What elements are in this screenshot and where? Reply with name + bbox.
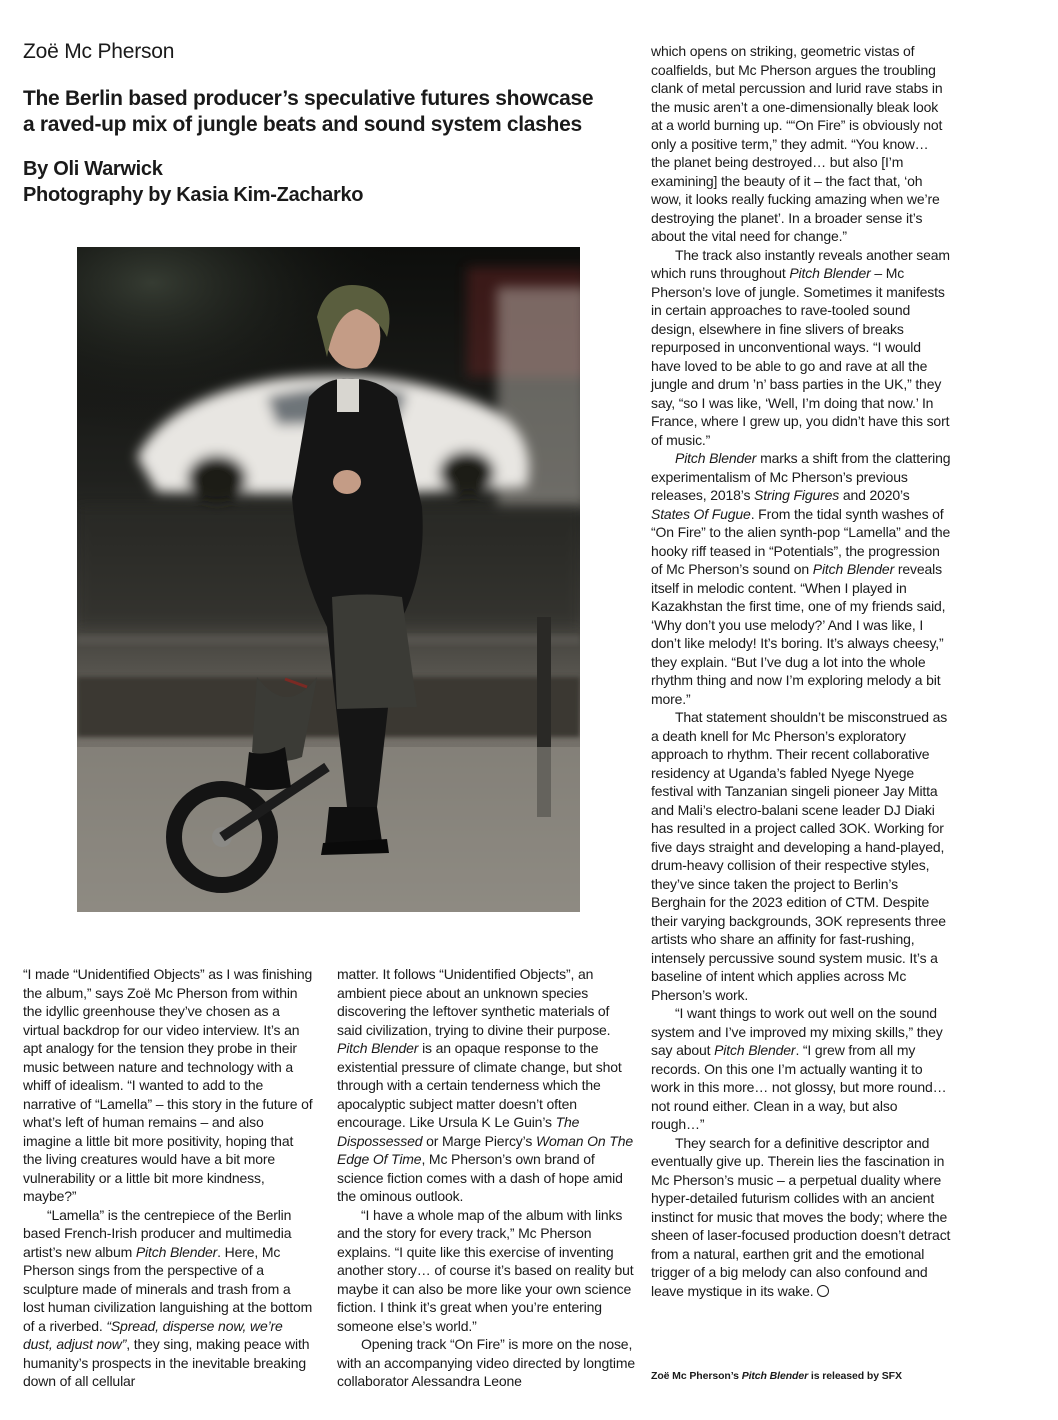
paragraph: Pitch Blender marks a shift from the clattering experimentalism of Mc Pherson’s previous releases, 2018’s String Figures and 2020’s States Of Fugue. From the tidal synth washes of “On Fire” to the alien synth-pop “Lamella” and the hooky riff teased in “Potentials”, the progression of Mc Pherson’s sound on Pitch Blender reveals itself in melodic content. “When I played in Kazakhstan the first time, one of my friends said, ‘Why don’t you use melody?’ And I was like, I don’t like melody! It’s boring. It’s always cheesy,” they explain. “But I’ve dug a lot into the whole rhythm thing and now I’m exploring melody a bit more.”: [651, 450, 951, 707]
release-title: String Figures: [754, 487, 840, 503]
paragraph: The track also instantly reveals another seam which runs throughout Pitch Blender – Mc Pherson’s love of jungle. Sometimes it manifests in certain approaches to rave-tooled sound design, elsewhere in fine slivers of breaks repurposed in unconventional ways. “I would have loved to be able to go and rave at all the jungle and drum ’n’ bass parties in the UK,” they say, “so I was like, ‘Well, I’m doing that now.’ In France, where I grew up, you didn’t have this sort of music.”: [651, 246, 950, 448]
paragraph: “Lamella” is the centrepiece of the Berlin based French-Irish producer and multimedia artist’s new album Pitch Blender. Here, Mc Pherson sings from the perspective of a sculpture made of minerals and trash from a lost human civilization languishing at the bottom of a riverbed. “Spread, disperse now, we’re dust, adjust now”, they sing, making peace with humanity’s prospects in the inevitable breaking down of all cellular: [23, 1206, 313, 1389]
paragraph: Opening track “On Fire” is more on the nose, with an accompanying video directed by longtime collaborator Alessandra Leone: [337, 1336, 636, 1389]
byline-author: By Oli Warwick: [23, 158, 163, 180]
release-credit: Zoë Mc Pherson’s Pitch Blender is released by SFX: [651, 1370, 902, 1382]
byline: [23, 156, 623, 208]
standfirst-line-1: The Berlin based producer’s speculative futures showcase: [23, 87, 594, 110]
paragraph: matter. It follows “Unidentified Objects”, an ambient piece about an unknown species discovering the leftover synthetic materials of said civilization, trying to divine their purpose. Pitch Blender is an opaque response to the existential pressure of climate change, but shot through with a certain tenderness which the apocalyptic subject matter doesn’t often encourage. Like Ursula K Le Guin’s The Dispossessed or Marge Piercy’s Woman On The Edge Of Time, Mc Pherson’s own brand of science fiction comes with a dash of hope amid the ominous outlook.: [337, 966, 633, 1204]
album-title: Pitch Blender: [675, 450, 757, 466]
album-title: Pitch Blender: [337, 1040, 419, 1056]
paragraph: “I made “Unidentified Objects” as I was finishing the album,” says Zoë Mc Pherson from within the idyllic greenhouse they’ve chosen as a virtual backdrop for our video interview. It’s an apt analogy for the tension they probe in their music between nature and technology with a whiff of idealism. “I wanted to add to the narrative of “Lamella” – this story in the future of what’s left of human remains – and also imagine a little bit more positivity, hoping that the living creatures would have a bit more vulnerability or a little bit more kindness, maybe?”: [23, 966, 313, 1204]
book-title: The Dispossessed: [337, 1114, 580, 1149]
paragraph: which opens on striking, geometric vistas of coalfields, but Mc Pherson argues the troubling clank of metal percussion and lurid rave stabs in the music aren’t a one-dimensionally bleak look at a world burning up. ““On Fire” is obviously not only a positive term,” they admit. “You know… the planet being destroyed… but also [I’m examining] the beauty of it – the fact that, ‘oh wow, it looks really fucking amazing when we’re destroying the planet’. In a broader sense it’s about the vital need for change.”: [651, 43, 943, 244]
release-title: States Of Fugue: [651, 505, 751, 522]
article-header: [23, 40, 623, 208]
album-title: Pitch Blender: [741, 1370, 809, 1382]
book-title: Woman On The Edge Of Time: [337, 1132, 633, 1167]
artist-name: Zoë Mc Pherson: [23, 40, 175, 63]
album-title: Pitch Blender: [135, 1243, 218, 1260]
portrait-illustration: [77, 247, 580, 912]
portrait-photo: [77, 247, 580, 912]
album-title: Pitch Blender: [714, 1042, 796, 1058]
paragraph: “I want things to work out well on the sound system and I’ve improved my mixing skills,” they say about Pitch Blender. “I grew from all my records. On this one I’m actually wanting it to work in this more… not glossy, but more round… not round either. Clean in a way, but also rough…”: [651, 1005, 947, 1132]
standfirst: [23, 86, 623, 138]
album-title: Pitch Blender: [789, 265, 871, 281]
end-mark-icon: [817, 1285, 829, 1297]
album-title: Pitch Blender: [812, 561, 895, 577]
byline-photographer: Photography by Kasia Kim-Zacharko: [23, 184, 364, 206]
body-column-1: [23, 965, 315, 1391]
body-column-3: [651, 42, 951, 1300]
paragraph: That statement shouldn’t be misconstrued as a death knell for Mc Pherson’s exploratory approach to rhythm. Their recent collaborative residency at Uganda’s fabled Nyege Nyege festival with Tanzanian singeli pioneer Jay Mitta and Mali’s electro-balani scene leader DJ Diaki has resulted in a project called 3OK. Working for five days straight and developing a hand-played, drum-heavy collision of their respective styles, they’ve since taken the project to Berlin’s Berghain for the 2023 edition of CTM. Despite their varying backgrounds, 3OK represents three artists who share an affinity for fast-rushing, intensely percussive sound system music. It’s a baseline of intent which applies across Mc Pherson’s work.: [651, 709, 948, 1003]
standfirst-line-2: a raved-up mix of jungle beats and sound system clashes: [23, 113, 582, 136]
paragraph: They search for a definitive descriptor and eventually give up. Therein lies the fascination in Mc Pherson’s music – a perpetual duality where hyper-detailed futurism collides with an ancient instinct for music that moves the body; where the sheen of laser-focused production doesn’t detract from a natural, earthen grit and the emotional trigger of a big melody can also confound and leave mystique in its wake.: [651, 1134, 951, 1299]
paragraph: “I have a whole map of the album with links and the story for every track,” Mc Pherson explains. “I quite like this exercise of inventing another story… of course it’s based on reality but maybe it can also be more like your own science fiction. I think it’s great when you’re entering someone else’s world.”: [337, 1206, 634, 1334]
lyric-quote: “Spread, disperse now, we’re dust, adjust now”: [23, 1317, 283, 1352]
body-column-2: [337, 965, 635, 1391]
